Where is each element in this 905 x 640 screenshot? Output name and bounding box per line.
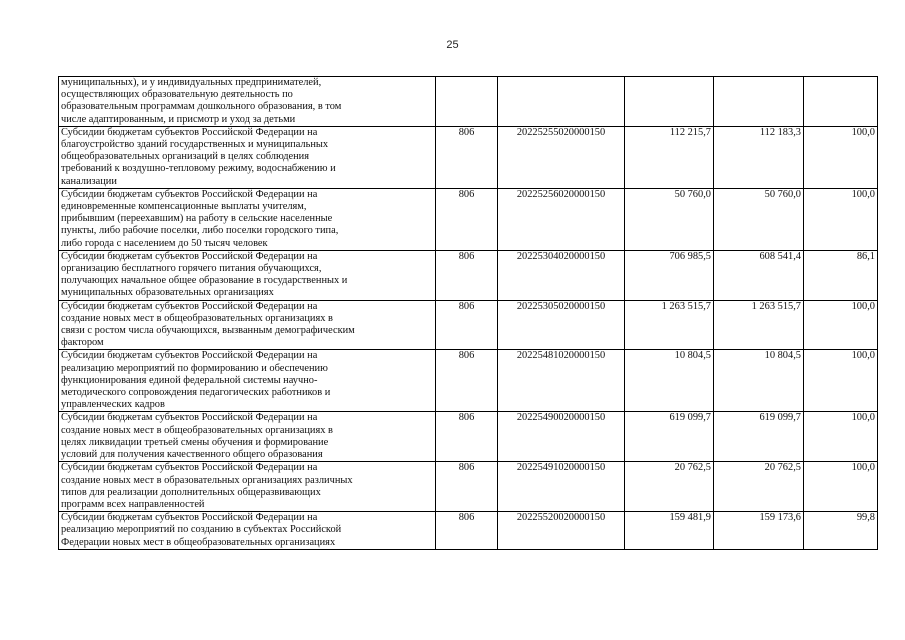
row-name-line: муниципальных), и у индивидуальных предпринимателей, xyxy=(61,77,322,88)
row-name-line: числе адаптированным, и присмотр и уход за детьми xyxy=(61,113,296,125)
row-planned-amount: 159 481,9 xyxy=(625,512,714,550)
row-budget-code: 20225256020000150 xyxy=(498,188,625,250)
table-row xyxy=(59,188,878,250)
row-name-line: получающих начальное общее образование в государственных и xyxy=(61,275,348,287)
row-execution-percent: 100,0 xyxy=(804,126,878,188)
row-budget-code: 20225491020000150 xyxy=(498,462,625,512)
row-name-line: образовательным программам дошкольного образования, в том xyxy=(61,101,342,113)
row-name-line: пункты, либо рабочие поселки, либо поселки городского типа, xyxy=(61,225,339,237)
budget-table xyxy=(58,76,878,550)
row-execution-percent xyxy=(804,77,878,127)
row-execution-percent: 86,1 xyxy=(804,250,878,300)
row-name-line: Субсидии бюджетам субъектов Российской Федерации на xyxy=(61,462,318,474)
row-budget-code xyxy=(498,77,625,127)
row-name-line: целях ликвидации третьей смены обучения и формирование xyxy=(61,436,329,448)
table-row xyxy=(59,462,878,512)
row-name-cell xyxy=(59,188,436,250)
page-number: 25 xyxy=(446,39,459,51)
row-name-cell xyxy=(59,300,436,350)
row-planned-amount xyxy=(625,77,714,127)
row-name-line: создание новых мест в образовательных организациях различных xyxy=(61,474,353,486)
row-name-line: управленческих кадров xyxy=(61,399,165,411)
row-name-line: связи с ростом числа обучающихся, вызванным демографическим xyxy=(61,325,355,337)
row-name-cell xyxy=(59,462,436,512)
table-row xyxy=(59,300,878,350)
row-name-cell xyxy=(59,250,436,300)
table-body xyxy=(59,77,878,550)
row-planned-amount: 1 263 515,7 xyxy=(625,300,714,350)
row-name-line: прибывшим (переехавшим) на работу в сельские населенные xyxy=(61,213,333,225)
row-actual-amount: 619 099,7 xyxy=(714,412,804,462)
table-row xyxy=(59,126,878,188)
row-name-line: условий для получения качественного общего образования xyxy=(61,449,323,461)
row-planned-amount: 10 804,5 xyxy=(625,350,714,412)
row-name-line: требований к воздушно-тепловому режиму, водоснабжению и xyxy=(61,163,336,175)
row-name-line: реализацию мероприятий по формированию и обеспечению xyxy=(61,362,328,374)
row-actual-amount: 50 760,0 xyxy=(714,188,804,250)
row-planned-amount: 50 760,0 xyxy=(625,188,714,250)
row-name-line: благоустройство зданий государственных и муниципальных xyxy=(61,139,329,151)
row-name-line: создание новых мест в общеобразовательных организациях в xyxy=(61,424,333,436)
table-row xyxy=(59,250,878,300)
row-name-line: создание новых мест в общеобразовательных организациях в xyxy=(61,312,333,324)
row-name-line: Субсидии бюджетам субъектов Российской Федерации на xyxy=(61,300,318,312)
table-row xyxy=(59,412,878,462)
table-row xyxy=(59,350,878,412)
row-name-line: методического сопровождения педагогических работников и xyxy=(61,387,331,399)
row-admin-code: 806 xyxy=(436,300,498,350)
row-admin-code: 806 xyxy=(436,126,498,188)
row-execution-percent: 100,0 xyxy=(804,412,878,462)
row-budget-code: 20225255020000150 xyxy=(498,126,625,188)
row-name-line: Субсидии бюджетам субъектов Российской Федерации на xyxy=(61,512,318,524)
row-actual-amount: 20 762,5 xyxy=(714,462,804,512)
row-actual-amount xyxy=(714,77,804,127)
row-name-cell xyxy=(59,412,436,462)
row-planned-amount: 619 099,7 xyxy=(625,412,714,462)
row-budget-code: 20225490020000150 xyxy=(498,412,625,462)
row-execution-percent: 100,0 xyxy=(804,188,878,250)
row-admin-code: 806 xyxy=(436,412,498,462)
row-admin-code xyxy=(436,77,498,127)
row-actual-amount: 608 541,4 xyxy=(714,250,804,300)
row-admin-code: 806 xyxy=(436,188,498,250)
row-name-cell xyxy=(59,126,436,188)
row-name-cell xyxy=(59,77,436,127)
row-name-line: функционирования единой федеральной системы научно- xyxy=(61,374,318,386)
row-name-line: Субсидии бюджетам субъектов Российской Федерации на xyxy=(61,412,318,424)
row-name-cell xyxy=(59,512,436,550)
row-name-line: единовременные компенсационные выплаты учителям, xyxy=(61,201,307,213)
row-name-line: Субсидии бюджетам субъектов Российской Федерации на xyxy=(61,250,318,262)
row-budget-code: 20225305020000150 xyxy=(498,300,625,350)
row-planned-amount: 20 762,5 xyxy=(625,462,714,512)
row-name-cell xyxy=(59,350,436,412)
row-name-line: Субсидии бюджетам субъектов Российской Федерации на xyxy=(61,126,318,138)
row-admin-code: 806 xyxy=(436,512,498,550)
row-name-line: организацию бесплатного горячего питания обучающихся, xyxy=(61,263,322,275)
row-execution-percent: 100,0 xyxy=(804,350,878,412)
row-name-line: Субсидии бюджетам субъектов Российской Федерации на xyxy=(61,350,318,362)
row-admin-code: 806 xyxy=(436,462,498,512)
row-execution-percent: 100,0 xyxy=(804,462,878,512)
row-name-line: осуществляющих образовательную деятельность по xyxy=(61,89,293,101)
row-execution-percent: 99,8 xyxy=(804,512,878,550)
row-name-line: муниципальных образовательных организациях xyxy=(61,287,274,299)
row-budget-code: 20225481020000150 xyxy=(498,350,625,412)
row-name-line: канализации xyxy=(61,175,117,187)
table-row xyxy=(59,512,878,550)
row-actual-amount: 112 183,3 xyxy=(714,126,804,188)
row-admin-code: 806 xyxy=(436,350,498,412)
row-name-line: общеобразовательных организаций в целях соблюдения xyxy=(61,151,310,163)
row-planned-amount: 706 985,5 xyxy=(625,250,714,300)
table-row xyxy=(59,77,878,127)
row-name-line: программ всех направленностей xyxy=(61,498,205,510)
row-budget-code: 20225520020000150 xyxy=(498,512,625,550)
row-name-line: Федерации новых мест в общеобразовательных организациях xyxy=(61,536,336,548)
row-execution-percent: 100,0 xyxy=(804,300,878,350)
row-name-line: Субсидии бюджетам субъектов Российской Федерации на xyxy=(61,188,318,200)
row-name-line: либо города с населением до 50 тысяч человек xyxy=(61,237,268,249)
row-name-line: реализацию мероприятий по созданию в субъектах Российской xyxy=(61,524,342,536)
row-name-line: типов для реализации дополнительных общеразвивающих xyxy=(61,486,321,498)
row-name-line: фактором xyxy=(61,337,104,349)
row-actual-amount: 159 173,6 xyxy=(714,512,804,550)
row-actual-amount: 10 804,5 xyxy=(714,350,804,412)
row-planned-amount: 112 215,7 xyxy=(625,126,714,188)
row-admin-code: 806 xyxy=(436,250,498,300)
row-budget-code: 20225304020000150 xyxy=(498,250,625,300)
row-actual-amount: 1 263 515,7 xyxy=(714,300,804,350)
